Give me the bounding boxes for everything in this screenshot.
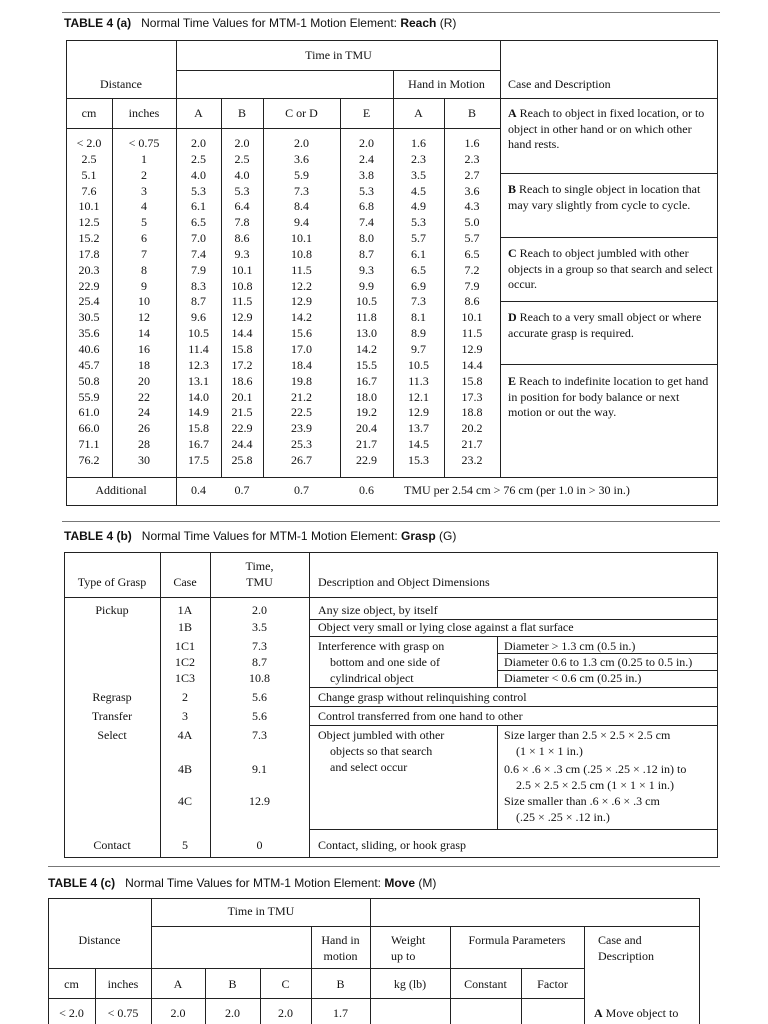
type-contact: Contact: [93, 838, 131, 852]
table-a-c_or_d-cell: 25.3: [291, 437, 312, 452]
table-a-a-cell: 4.0: [191, 167, 206, 182]
desc-4a-dim-2: (1 × 1 × 1 in.): [516, 744, 583, 758]
case-3: 3: [182, 709, 188, 723]
rule-bottom: [48, 866, 720, 867]
table-a-hm_a-cell: 15.3: [408, 452, 429, 467]
col-inches: inches: [128, 106, 160, 120]
case-4b: 4B: [177, 762, 192, 776]
hm-b-column: [444, 136, 500, 469]
table-a-e-cell: 22.9: [356, 452, 377, 467]
table-a-c_or_d-cell: 9.4: [294, 215, 309, 230]
cm-column: [66, 136, 112, 469]
table-a-hm_a-cell: 9.7: [411, 341, 426, 356]
table-a-a-cell: 14.0: [188, 389, 209, 404]
rule-top: [62, 12, 720, 13]
table-a-c_or_d-cell: 7.3: [294, 183, 309, 198]
table-a-b-cell: 24.4: [231, 437, 253, 452]
table-a-inches-cell: 16: [138, 341, 150, 356]
table-a-hm_a-cell: 4.9: [411, 199, 426, 214]
table-a-c_or_d-cell: 12.2: [291, 278, 312, 293]
desc-4c-dim-2: (.25 × .25 × .12 in.): [516, 810, 610, 824]
table-a-inches-cell: 5: [141, 215, 147, 230]
table-a-inches-cell: 14: [138, 326, 150, 341]
table-a-b-cell: 6.4: [234, 199, 250, 214]
desc-4b-dim-1: 0.6 × .6 × .3 cm (.25 × .25 × .12 in) to: [504, 762, 687, 776]
time-1c3: 10.8: [249, 671, 270, 685]
table-a-cm-cell: 71.1: [78, 437, 100, 452]
table-a-cm-cell: 35.6: [78, 326, 100, 341]
table-a-b-cell: 18.6: [231, 373, 253, 388]
table-a-b-cell: 25.8: [231, 452, 253, 467]
table-a-cm-cell: 40.6: [78, 341, 100, 356]
table-a-hm_a-cell: 1.6: [411, 136, 426, 150]
time-1a: 2.0: [252, 603, 267, 617]
time-2: 5.6: [252, 690, 267, 704]
table-a-hm_a-cell: 7.3: [411, 294, 426, 309]
table-a-a-cell: 6.5: [191, 215, 206, 230]
col-cm: cm: [81, 106, 97, 120]
table-a-inches-cell: 3: [141, 183, 147, 198]
table-a-a-cell: 12.3: [188, 357, 209, 372]
table-a-b-cell: 2.0: [234, 136, 250, 150]
table-a-c_or_d-cell: 3.6: [294, 151, 309, 166]
c-col-hm-b: B: [336, 977, 345, 991]
c-col-kg: kg (lb): [393, 977, 427, 991]
desc-2: Change grasp without relinquishing control: [318, 690, 527, 704]
table-a-inches-cell: 30: [138, 452, 150, 467]
table-a-inches-cell: 8: [141, 262, 147, 277]
table-a-b-cell: 11.5: [231, 294, 253, 309]
c-row1-b: 2.0: [225, 1006, 240, 1020]
table-a-e-cell: 3.8: [359, 167, 374, 182]
table-a-hm_b-cell: 3.6: [464, 183, 480, 198]
time-4a: 7.3: [252, 728, 267, 742]
table-a-b-cell: 21.5: [231, 405, 253, 420]
b-column: [221, 136, 263, 469]
table-a-c_or_d-cell: 5.9: [294, 167, 309, 182]
additional-label: Additional: [95, 483, 147, 497]
table-a-hm_b-cell: 6.5: [464, 246, 480, 261]
additional-c-or-d: 0.7: [294, 483, 309, 497]
desc-1b: Object very small or lying close against a flat surface: [318, 620, 574, 634]
table-a-cm-cell: 15.2: [78, 231, 100, 246]
table-a-cm-cell: 22.9: [78, 278, 100, 293]
type-select: Select: [97, 728, 127, 742]
table-a-c_or_d-cell: 8.4: [294, 199, 309, 214]
table-a-hm_a-cell: 3.5: [411, 167, 426, 182]
table-a-e-cell: 18.0: [356, 389, 377, 404]
distance-header: Distance: [100, 77, 142, 91]
desc-3: Control transferred from one hand to other: [318, 709, 523, 723]
table-a-e-cell: 16.7: [356, 373, 377, 388]
table-a-e-cell: 14.2: [356, 341, 377, 356]
table-a-e-cell: 6.8: [359, 199, 374, 214]
e-column: [340, 136, 393, 469]
table-a-a-cell: 5.3: [191, 183, 206, 198]
table-a-a-cell: 2.0: [191, 136, 206, 150]
table-a-cm-cell: 30.5: [78, 310, 100, 325]
c-row1-c: 2.0: [278, 1006, 293, 1020]
time-in-tmu-header: Time in TMU: [305, 48, 372, 62]
table-a-inches-cell: 18: [138, 357, 150, 372]
table-a-c_or_d-cell: 14.2: [291, 310, 312, 325]
c-time-in-tmu-header: Time in TMU: [227, 904, 295, 918]
table-a-c_or_d-cell: 23.9: [291, 421, 312, 436]
c-row1-hm-b: 1.7: [333, 1006, 348, 1020]
desc-4-line3: and select occur: [330, 760, 408, 774]
time-5: 0: [256, 838, 263, 852]
table-a-hm_a-cell: 8.9: [411, 326, 426, 341]
table-a-e-cell: 13.0: [356, 326, 377, 341]
case-d-description: D Reach to a very small object or where accurate grasp is required.: [508, 310, 702, 340]
col-case: Case: [173, 575, 197, 589]
table-a-a-cell: 17.5: [188, 452, 209, 467]
table-a-cm-cell: 12.5: [78, 215, 100, 230]
table-a-e-cell: 9.3: [359, 262, 374, 277]
table-a-hm_b-cell: 20.2: [461, 421, 483, 436]
desc-1a: Any size object, by itself: [318, 603, 438, 617]
table-a-hm_a-cell: 4.5: [411, 183, 426, 198]
case-a-description: A Reach to object in fixed location, or to object in other hand or on which other hand rests.: [508, 106, 705, 151]
c-col-c: C: [281, 977, 290, 991]
table-a-a-cell: 14.9: [188, 405, 209, 420]
table-a-b-cell: 10.8: [231, 278, 253, 293]
table-a-c_or_d-cell: 19.8: [291, 373, 312, 388]
time-1c1: 7.3: [252, 639, 267, 653]
desc-1c3-dim: Diameter < 0.6 cm (0.25 in.): [504, 671, 642, 685]
table-a-c_or_d-cell: 21.2: [291, 389, 312, 404]
table-a-b-cell: 17.2: [231, 357, 253, 372]
table-a-cm-cell: 66.0: [78, 421, 100, 436]
table-a-hm_b-cell: 8.6: [464, 294, 480, 309]
table-a-hm_b-cell: 14.4: [461, 357, 483, 372]
table-a-hm_b-cell: 5.0: [464, 215, 480, 230]
case-4a: 4A: [177, 728, 193, 742]
table-a-e-cell: 20.4: [356, 421, 377, 436]
c-col-cm: cm: [64, 977, 79, 991]
table-a-a-cell: 15.8: [188, 421, 209, 436]
table-a-b-cell: 14.4: [231, 326, 253, 341]
table-a-hm_b-cell: 2.3: [464, 151, 480, 166]
table-a-c_or_d-cell: 17.0: [291, 341, 312, 356]
type-transfer: Transfer: [91, 709, 133, 723]
case-4c: 4C: [177, 794, 192, 808]
hand-in-motion-header: Hand in Motion: [408, 77, 485, 91]
table-a-e-cell: 7.4: [359, 215, 374, 230]
table-a-hm_a-cell: 6.5: [411, 262, 426, 277]
table-a-cm-cell: 45.7: [78, 357, 100, 372]
table-a-hm_b-cell: 7.9: [464, 278, 480, 293]
table-a-c_or_d-cell: 18.4: [291, 357, 312, 372]
table-a-a-cell: 8.3: [191, 278, 206, 293]
col-a: A: [194, 106, 203, 120]
table-a-hm_b-cell: 5.7: [464, 231, 480, 246]
col-time-line2: TMU: [246, 575, 273, 589]
c-formula-parameters: Formula Parameters: [468, 933, 566, 947]
table-a-inches-cell: 22: [138, 389, 150, 404]
table-a-b-cell: 22.9: [231, 421, 253, 436]
table-a-c_or_d-cell: 2.0: [294, 136, 309, 150]
case-e-description: E Reach to indefinite location to get hand in position for body balance or next motion or out the way.: [508, 374, 709, 419]
time-4b: 9.1: [252, 762, 267, 776]
c-col-constant: Constant: [464, 977, 507, 991]
table-a-inches-cell: 9: [141, 278, 147, 293]
case-c-description: C Reach to object jumbled with other objects in a group so that search and select occur.: [508, 246, 713, 291]
hm-a-column: [393, 136, 444, 469]
type-regrasp: Regrasp: [92, 690, 132, 704]
table-a-e-cell: 21.7: [356, 437, 377, 452]
table-a-b-cell: 12.9: [231, 310, 253, 325]
table-a-e-cell: 11.8: [356, 310, 377, 325]
table-a-hm_b-cell: 11.5: [461, 326, 483, 341]
table-a-hm_b-cell: 4.3: [464, 199, 480, 214]
table-a-cm-cell: 50.8: [78, 373, 100, 388]
type-pickup: Pickup: [95, 603, 129, 617]
desc-4-line1: Object jumbled with other: [318, 728, 445, 742]
a-column: [176, 136, 221, 469]
col-e: E: [362, 106, 371, 120]
table-a-inches-cell: 12: [138, 310, 150, 325]
c-distance-header: Distance: [78, 933, 121, 947]
table-a-e-cell: 19.2: [356, 405, 377, 420]
table-a-hm_b-cell: 10.1: [461, 310, 483, 325]
table-a-hm_b-cell: 2.7: [464, 167, 480, 182]
table-a-hm_a-cell: 6.1: [411, 246, 426, 261]
desc-4c-dim-1: Size smaller than .6 × .6 × .3 cm: [504, 794, 660, 808]
table-a-hm_b-cell: 21.7: [461, 437, 483, 452]
table-a-e-cell: 10.5: [356, 294, 377, 309]
case-description-header: Case and Description: [508, 77, 611, 91]
case-1c1: 1C1: [174, 639, 195, 653]
table-a-c_or_d-cell: 10.8: [291, 246, 312, 261]
table-a-cm-cell: < 2.0: [76, 136, 102, 150]
table-a-b-cell: 10.1: [231, 262, 253, 277]
case-2: 2: [182, 690, 188, 704]
case-1a: 1A: [177, 603, 193, 617]
c-or-d-column: [263, 136, 340, 469]
table-a-a-cell: 11.4: [188, 341, 209, 356]
table-a-inches-cell: 10: [138, 294, 150, 309]
table-a-cm-cell: 7.6: [81, 183, 97, 198]
table-a-cm-cell: 61.0: [78, 405, 100, 420]
c-weight-1: Weight: [391, 933, 426, 947]
table-a-inches-cell: 6: [141, 231, 147, 246]
c-col-a: A: [173, 977, 183, 991]
c-weight-2: up to: [391, 949, 416, 963]
table-a-hm_b-cell: 12.9: [461, 341, 483, 356]
table-a-b-cell: 8.6: [234, 231, 250, 246]
table-a-e-cell: 15.5: [356, 357, 377, 372]
table-a-inches-cell: 7: [141, 246, 147, 261]
table-a-a-cell: 10.5: [188, 326, 209, 341]
table-a-inches-cell: 20: [138, 373, 150, 388]
table-a-hm_a-cell: 13.7: [408, 421, 429, 436]
table-a-e-cell: 2.4: [359, 151, 374, 166]
inches-column: [112, 136, 176, 469]
desc-4b-dim-2: 2.5 × 2.5 × 2.5 cm (1 × 1 × 1 in.): [516, 778, 675, 792]
case-1c3: 1C3: [174, 671, 195, 685]
desc-4-line2: objects so that search: [330, 744, 433, 758]
col-time-line1: Time,: [245, 559, 274, 573]
table-a-a-cell: 13.1: [188, 373, 209, 388]
table-a-b-cell: 9.3: [234, 246, 250, 261]
table-a-cm-cell: 20.3: [78, 262, 100, 277]
c-hand-in-motion-1: Hand in: [321, 933, 360, 947]
table-a-hm_a-cell: 5.3: [411, 215, 426, 230]
c-col-factor: Factor: [537, 977, 568, 991]
additional-e: 0.6: [359, 483, 374, 497]
col-type-of-grasp: Type of Grasp: [77, 575, 147, 589]
c-case-desc-2: Description: [598, 949, 654, 963]
table-a-hm_b-cell: 17.3: [461, 389, 483, 404]
table-a-a-cell: 2.5: [191, 151, 206, 166]
table-a-a-cell: 7.4: [191, 246, 206, 261]
table-a-cm-cell: 76.2: [78, 452, 100, 467]
table-a-c_or_d-cell: 26.7: [291, 452, 312, 467]
c-col-inches: inches: [107, 977, 139, 991]
table-a-hm_a-cell: 12.9: [408, 405, 429, 420]
col-hm-a: A: [414, 106, 423, 120]
table-a-e-cell: 8.7: [359, 246, 374, 261]
table-a-c_or_d-cell: 11.5: [291, 262, 312, 277]
table-a-hm_a-cell: 5.7: [411, 231, 426, 246]
table-a-b-cell: 2.5: [234, 151, 250, 166]
additional-b: 0.7: [234, 483, 250, 497]
desc-1c1-dim: Diameter > 1.3 cm (0.5 in.): [504, 639, 636, 653]
desc-1c2-dim: Diameter 0.6 to 1.3 cm (0.25 to 0.5 in.): [504, 655, 693, 669]
table-b-caption: TABLE 4 (b) Normal Time Values for MTM-1 Motion Element: Grasp (G): [64, 529, 457, 543]
table-a-e-cell: 8.0: [359, 231, 374, 246]
table-a-a-cell: 8.7: [191, 294, 206, 309]
additional-note: TMU per 2.54 cm > 76 cm (per 1.0 in > 30 in.): [404, 483, 630, 497]
table-a-inches-cell: 1: [141, 151, 147, 166]
table-a-b-cell: 4.0: [234, 167, 250, 182]
table-a-inches-cell: < 0.75: [128, 136, 160, 150]
c-case-desc-1: Case and: [598, 933, 642, 947]
c-hand-in-motion-2: motion: [323, 949, 358, 963]
desc-1c-line1: Interference with grasp on: [318, 639, 445, 653]
table-a-e-cell: 5.3: [359, 183, 374, 198]
table-a-cm-cell: 10.1: [78, 199, 100, 214]
table-a-a-cell: 16.7: [188, 437, 209, 452]
case-1b: 1B: [177, 620, 192, 634]
table-a-a-cell: 9.6: [191, 310, 206, 325]
table-a-e-cell: 2.0: [359, 136, 374, 150]
table-a-hm_a-cell: 12.1: [408, 389, 429, 404]
table-a-a-cell: 7.0: [191, 231, 206, 246]
table-a-b-cell: 20.1: [231, 389, 253, 404]
table-a-cm-cell: 2.5: [81, 151, 97, 166]
c-case-a: A Move object to: [594, 1006, 679, 1020]
desc-1c-line3: cylindrical object: [330, 671, 414, 685]
table-a-hm_b-cell: 1.6: [464, 136, 480, 150]
time-1b: 3.5: [252, 620, 267, 634]
table-a-cm-cell: 17.8: [78, 246, 100, 261]
table-a-inches-cell: 28: [138, 437, 150, 452]
case-1c2: 1C2: [174, 655, 195, 669]
c-row1-a: 2.0: [170, 1006, 186, 1020]
table-a-hm_a-cell: 11.3: [408, 373, 429, 388]
time-3: 5.6: [252, 709, 267, 723]
table-a-inches-cell: 2: [141, 167, 147, 182]
table-a-b-cell: 15.8: [231, 341, 253, 356]
table-a-cm-cell: 5.1: [81, 167, 97, 182]
table-a-c_or_d-cell: 12.9: [291, 294, 312, 309]
desc-4a-dim-1: Size larger than 2.5 × 2.5 × 2.5 cm: [504, 728, 671, 742]
case-b-description: B Reach to single object in location that may vary slightly from cycle to cycle.: [508, 182, 701, 212]
c-col-b: B: [228, 977, 237, 991]
table-a-inches-cell: 4: [141, 199, 147, 214]
table-c-caption: TABLE 4 (c) Normal Time Values for MTM-1 Motion Element: Move (M): [48, 876, 437, 890]
table-a-b-cell: 7.8: [234, 215, 250, 230]
rule-mid: [62, 521, 720, 522]
additional-a: 0.4: [191, 483, 206, 497]
col-b: B: [237, 106, 246, 120]
table-a-hm_b-cell: 18.8: [461, 405, 483, 420]
table-a-hm_b-cell: 23.2: [461, 452, 483, 467]
table-a-cm-cell: 55.9: [78, 389, 100, 404]
table-a-b-cell: 5.3: [234, 183, 250, 198]
table-a-hm_a-cell: 14.5: [408, 437, 429, 452]
table-a-hm_a-cell: 10.5: [408, 357, 429, 372]
c-row1-inches: < 0.75: [107, 1006, 139, 1020]
col-c-or-d: C or D: [285, 106, 318, 120]
time-4c: 12.9: [249, 794, 270, 808]
table-a-hm_b-cell: 15.8: [461, 373, 483, 388]
table-a-e-cell: 9.9: [359, 278, 374, 293]
col-description: Description and Object Dimensions: [318, 575, 490, 589]
table-a-c_or_d-cell: 15.6: [291, 326, 312, 341]
table-a-c_or_d-cell: 10.1: [291, 231, 312, 246]
table-a-hm_b-cell: 7.2: [464, 262, 480, 277]
c-row1-cm: < 2.0: [59, 1006, 84, 1020]
desc-5: Contact, sliding, or hook grasp: [318, 838, 466, 852]
table-a-cm-cell: 25.4: [78, 294, 100, 309]
table-a-hm_a-cell: 8.1: [411, 310, 426, 325]
desc-1c-line2: bottom and one side of: [330, 655, 440, 669]
table-a-caption: TABLE 4 (a) Normal Time Values for MTM-1 Motion Element: Reach (R): [64, 16, 457, 30]
table-a-c_or_d-cell: 22.5: [291, 405, 312, 420]
table-a-a-cell: 7.9: [191, 262, 206, 277]
table-a-hm_a-cell: 6.9: [411, 278, 426, 293]
table-a-inches-cell: 24: [138, 405, 150, 420]
time-1c2: 8.7: [252, 655, 267, 669]
table-a-inches-cell: 26: [138, 421, 150, 436]
table-a-a-cell: 6.1: [191, 199, 206, 214]
col-hm-b: B: [467, 106, 476, 120]
case-5: 5: [182, 838, 188, 852]
table-a-hm_a-cell: 2.3: [411, 151, 426, 166]
